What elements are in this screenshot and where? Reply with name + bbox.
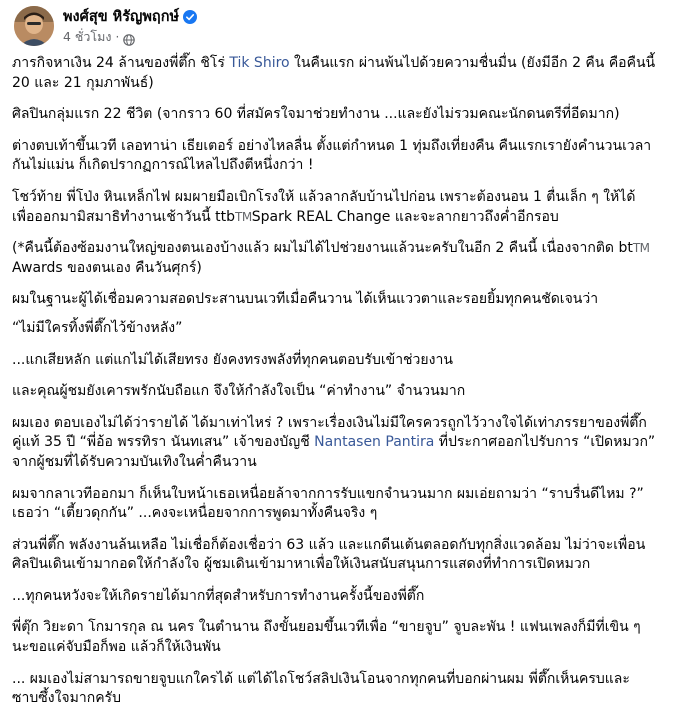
- paragraph-8: ...แกเสียหลัก แต่แกไม่ได้เสียทรง ยังคงทรงพลังที่ทุกคนตอบรับเข้าช่วยงาน: [12, 351, 453, 368]
- mention-tik-shiro[interactable]: Tik Shiro: [229, 55, 290, 71]
- author-row: [63, 6, 197, 26]
- paragraph-1-text-b: ในคืนแรก ผ่านพ้นไปด้วยความชื่นมื่น (ยังมีอีก 2 คืน คือคืนนี้ 20 และ 21 กุมภาพันธ์): [12, 55, 656, 91]
- paragraph-4: [12, 188, 660, 227]
- post-time[interactable]: 4 ชั่วโมง: [63, 29, 112, 44]
- paragraph-4-text-a: โชว์ท้าย พี่โป่ง หินเหล็กไฟ ผมผายมือเบิกโรงให้ แล้วลากลับบ้านไปก่อน เพราะต้องนอน 1 ตื่นเล็ก ๆ ให้ได้ เพื่อออกมามิสมาธิทำงานเช้าวันนี้ ttb: [12, 188, 636, 225]
- mention-nantasen-pantira[interactable]: Nantasen Pantira: [314, 434, 435, 451]
- paragraph-2: ศิลปินกลุ่มแรก 22 ชีวิต (จากราว 60 ที่สมัครใจมาช่วยทำงาน ...และยังไม่รวมคณะนักดนตรีที่อีดมาก): [12, 106, 620, 123]
- post-header: [14, 6, 197, 46]
- ttb-tm-mark: TM: [632, 241, 650, 256]
- paragraph-6: ผมในฐานะผู้ได้เชื่อมความสอดประสานบนเวทีเมื่อคืนวาน ได้เห็นแววตาและรอยยิ้มทุกคนชัดเจนว่า: [12, 291, 599, 308]
- paragraph-5-text-a: (*คืนนี้ต้องซ้อมงานใหญ่ของตนเองบ้างแล้ว ผมไม่ได้ไปช่วยงานแล้วนะครับในอีก 2 คืนนี้ เนื่องจากติด bt: [12, 240, 633, 257]
- paragraph-9: และคุณผู้ชมยังเคารพรักนับถือแก จึงให้กำลังใจเป็น “ค่าทำงาน” จำนวนมาก: [12, 383, 466, 400]
- paragraph-1-text-a: ภารกิจหาเงิน 24 ล้านของพี่ตึ๊ก ชิโร่: [12, 55, 230, 71]
- paragraph-11: ผมจากลาเวทีออกมา ก็เห็นใบหน้าเธอเหนื่อยล้าจากการรับแขกจำนวนมาก ผมเอ่ยถามว่า “ราบรื่นดีไหม ?” เธอว่า “เตี้ยวดุกกัน” ...คงจะเหนื่อยจากการพูดมาทั้งคืนจริง ๆ: [12, 485, 644, 522]
- post-body: [12, 54, 660, 721]
- globe-icon[interactable]: [123, 31, 135, 43]
- paragraph-10: [12, 414, 660, 473]
- paragraph-15: ... ผมเองไม่สามารถขายจูบแกใครได้ แต่ได้ไถโชว์สลิปเงินโอนจากทุกคนที่บอกผ่านผม พี่ตึ๊กเห็นครบและซาบซึ้งใจมากครับ: [12, 670, 630, 707]
- paragraph-7: “ไม่มีใครทิ้งพี่ตึ๊กไว้ข้างหลัง”: [12, 319, 183, 336]
- verified-badge-icon: [183, 9, 197, 23]
- meta-separator: ·: [115, 30, 120, 44]
- time-row: [63, 28, 197, 46]
- paragraph-12: ส่วนพี่ตึ๊ก พลังงานล้นเหลือ ไม่เชื่อก็ต้องเชื่อว่า 63 แล้ว และแกดีนเต้นตลอดกับทุกสิ่งแวดล้อม ไม่ว่าจะเพื่อนศิลปินเดินเข้ามากอดให้กำลังใจ ผู้ชมเดินเข้ามาหาเพื่อให้เงินสนับสนุนการแสดงที่ทำการเปิดหมวก: [12, 536, 646, 573]
- post-meta: [63, 6, 197, 46]
- paragraph-10-text-a: ผมเอง ตอบเองไม่ได้ว่ารายได้ ได้มาเท่าไหร่ ? เพราะเรื่องเงินไม่มีใครควรถูกไว้วางใจได้เท่าภรรยาของพี่ตึ๊ก คู่แท้ 35 ปี “พี่อ้อ พรรทิรา นันทเสน” เจ้าของบัญชี: [12, 414, 647, 451]
- paragraph-3: ต่างตบเท้าขึ้นเวที เลอทาน่า เธียเตอร์ อย่างไหลลื่น ตั้งแต่กำหนด 1 ทุ่มถึงเที่ยงคืน คืนแรกเรายังคำนวนเวลากันไม่แม่น ก็เกิดปรากฏการณ์ไหลไปถึงตีหนึ่งกว่า !: [12, 137, 652, 174]
- paragraph-14: พี่ตุ๊ก วิยะดา โกมารกุล ณ นคร ในตำนาน ถึงขั้นยอมขึ้นเวทีเพื่อ “ขายจูบ” จูบละพัน ! แฟนเพลงก็มีที่เขิน ๆ นะขอแค่จับมือก็พอ แล้วก็ให้เงินพัน: [12, 619, 641, 656]
- paragraph-5: [12, 239, 660, 278]
- avatar[interactable]: [14, 6, 54, 46]
- ttb-tm-mark: TM: [235, 209, 252, 224]
- paragraph-10-text-b: ที่ประกาศออกไปรับการ “เปิดหมวก” จากผู้ชมที่ได้รับความบันเทิงในค่ำคืนวาน: [12, 434, 656, 470]
- author-name[interactable]: พงศ์สุข หิรัญพฤกษ์: [63, 8, 180, 25]
- paragraph-13: ...ทุกคนหวังจะให้เกิดรายได้มากที่สุดสำหรับการทำงานครั้งนี้ของพี่ตึ๊ก: [12, 587, 425, 604]
- paragraph-4-text-b: Spark REAL Change และจะลากยาวถึงค่ำอีกรอบ: [251, 208, 559, 225]
- paragraph-5-text-b: Awards ของตนเอง คืนวันศุกร์): [12, 259, 202, 276]
- paragraph-1: [12, 54, 660, 93]
